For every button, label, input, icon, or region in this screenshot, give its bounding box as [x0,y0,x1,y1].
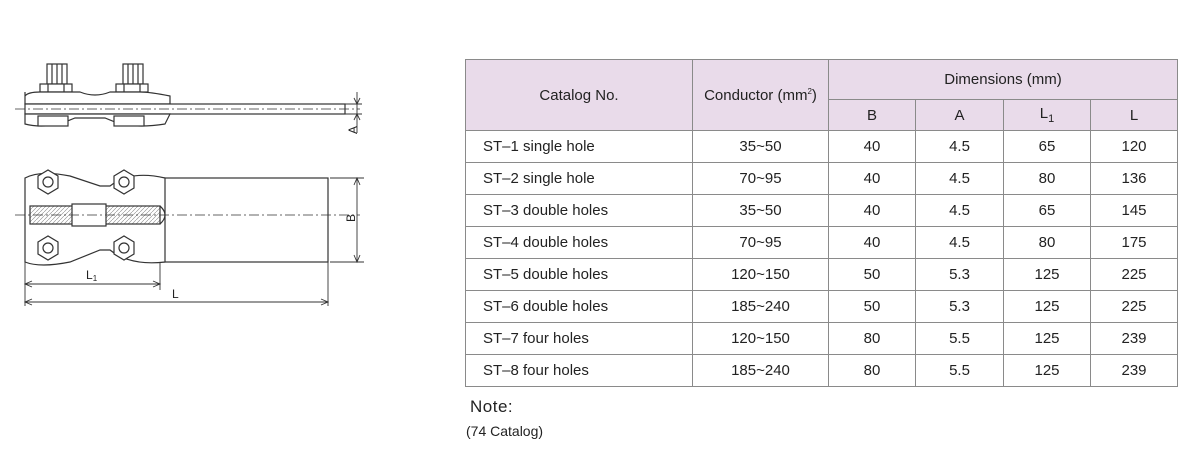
cell-l1: 80 [1004,163,1091,195]
cell-conductor: 70~95 [693,227,829,259]
cell-l: 239 [1091,355,1178,387]
note-title: Note: [470,397,514,416]
cell-b: 40 [829,131,916,163]
table-row [466,227,1178,259]
cell-l1: 125 [1004,355,1091,387]
cell-b: 80 [829,323,916,355]
cell-a: 5.3 [916,291,1004,323]
cell-catalog: ST–1 single hole [466,131,693,163]
table-row [466,163,1178,195]
cell-b: 50 [829,259,916,291]
cell-l: 175 [1091,227,1178,259]
cell-l1: 125 [1004,323,1091,355]
header-l1: $L_1$ [1004,100,1091,131]
cell-b: 40 [829,195,916,227]
cell-catalog: ST–4 double holes [466,227,693,259]
cell-a: 4.5 [916,131,1004,163]
cell-l1: 125 [1004,259,1091,291]
table-row [466,259,1178,291]
dim-label-l1: L1 [86,268,98,283]
cell-b: 50 [829,291,916,323]
cell-l: 239 [1091,323,1178,355]
cell-conductor: 185~240 [693,291,829,323]
cell-a: 4.5 [916,195,1004,227]
cell-a: 5.5 [916,323,1004,355]
cell-l: 145 [1091,195,1178,227]
cell-catalog: ST–7 four holes [466,323,693,355]
cell-a: 5.3 [916,259,1004,291]
cell-conductor: 35~50 [693,195,829,227]
dim-label-l1-sub: 1 [92,274,98,283]
cell-a: 4.5 [916,163,1004,195]
cell-conductor: 185~240 [693,355,829,387]
cell-catalog: ST–5 double holes [466,259,693,291]
cell-b: 80 [829,355,916,387]
header-a: A [916,100,1004,131]
cell-l: 120 [1091,131,1178,163]
header-l: L [1091,100,1178,131]
header-catalog: Catalog No. [466,60,693,131]
table-row [466,355,1178,387]
side-view [25,64,345,126]
cell-catalog: ST–3 double holes [466,195,693,227]
table-row [466,323,1178,355]
dim-label-l: L [172,287,179,301]
cell-l1: 80 [1004,227,1091,259]
cell-conductor: 120~150 [693,323,829,355]
cell-conductor: 120~150 [693,259,829,291]
cell-conductor: 70~95 [693,163,829,195]
cell-catalog: ST–6 double holes [466,291,693,323]
note-body: (74 Catalog) [466,423,544,439]
table-row [466,195,1178,227]
cell-b: 40 [829,163,916,195]
cell-l1: 65 [1004,195,1091,227]
cell-l: 136 [1091,163,1178,195]
cell-l: 225 [1091,259,1178,291]
table-row [466,291,1178,323]
header-conductor: Conductor $(mm^2)$ [693,60,829,131]
header-b: B [829,100,916,131]
cell-a: 4.5 [916,227,1004,259]
cell-l: 225 [1091,291,1178,323]
top-view [25,170,328,265]
cell-b: 40 [829,227,916,259]
table-row [466,131,1178,163]
dim-label-b: B [344,213,358,222]
technical-drawing [0,0,440,330]
header-dimensions: Dimensions (mm) [829,60,1178,100]
cell-conductor: 35~50 [693,131,829,163]
cell-l1: 125 [1004,291,1091,323]
cell-l1: 65 [1004,131,1091,163]
cell-a: 5.5 [916,355,1004,387]
cell-catalog: ST–8 four holes [466,355,693,387]
cell-catalog: ST–2 single hole [466,163,693,195]
dim-label-a: A [346,125,360,134]
spec-table [465,59,1178,387]
